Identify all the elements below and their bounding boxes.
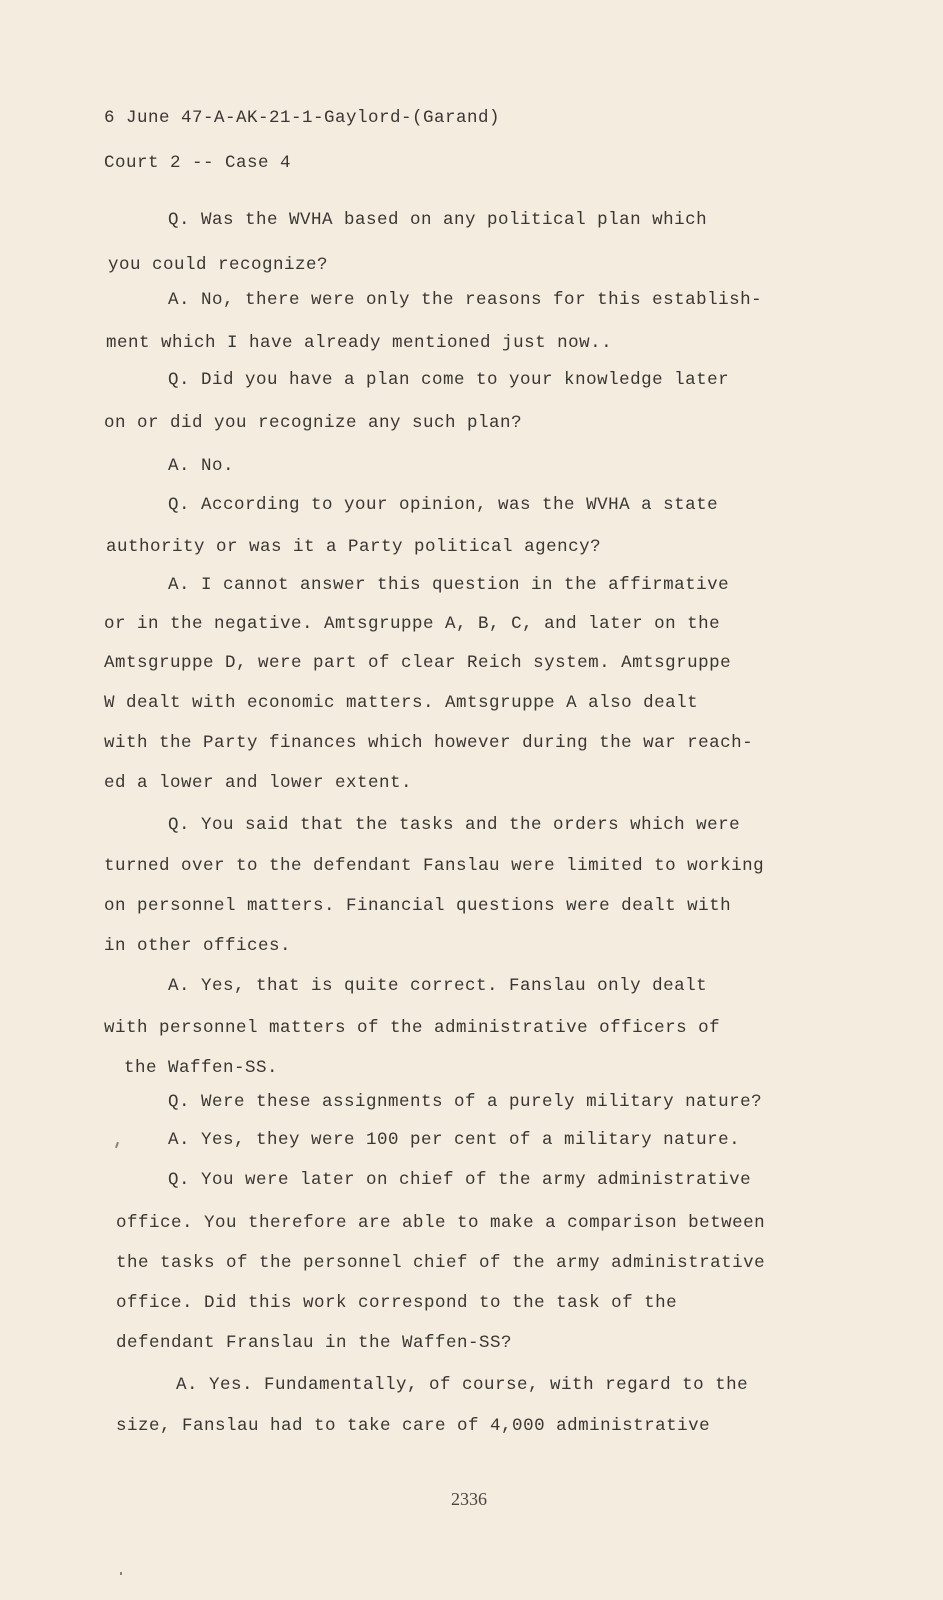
body-line: A. Yes, that is quite correct. Fanslau only dealt <box>168 976 708 996</box>
header-line-2: Court 2 -- Case 4 <box>104 153 292 173</box>
body-line: authority or was it a Party political agency? <box>106 537 602 557</box>
body-line: you could recognize? <box>108 255 329 275</box>
body-line: with the Party finances which however during the war reach- <box>104 733 754 753</box>
body-line: in other offices. <box>104 936 292 956</box>
body-line: A. I cannot answer this question in the affirmative <box>168 575 730 595</box>
body-line: Q. According to your opinion, was the WVHA a state <box>168 495 719 515</box>
header-line-1: 6 June 47-A-AK-21-1-Gaylord-(Garand) <box>104 108 501 128</box>
body-line: A. No, there were only the reasons for this establish- <box>168 290 763 310</box>
body-line: Amtsgruppe D, were part of clear Reich system. Amtsgruppe <box>104 653 732 673</box>
body-line: the tasks of the personnel chief of the army administrative <box>116 1253 766 1273</box>
body-line: the Waffen-SS. <box>124 1058 279 1078</box>
body-line: turned over to the defendant Fanslau were limited to working <box>104 856 765 876</box>
body-line: or in the negative. Amtsgruppe A, B, C, and later on the <box>104 614 721 634</box>
stray-mark <box>120 1572 122 1575</box>
body-line: on personnel matters. Financial questions were dealt with <box>104 896 732 916</box>
body-line: Q. Did you have a plan come to your knowledge later <box>168 370 730 390</box>
body-line: size, Fanslau had to take care of 4,000 administrative <box>116 1416 711 1436</box>
body-line: ed a lower and lower extent. <box>104 773 413 793</box>
page-number: 2336 <box>451 1489 487 1509</box>
body-line: with personnel matters of the administrative officers of <box>104 1018 721 1038</box>
body-line: Q. You said that the tasks and the orders which were <box>168 815 741 835</box>
body-line: A. No. <box>168 456 235 476</box>
body-line: Q. Was the WVHA based on any political plan which <box>168 210 708 230</box>
body-line: on or did you recognize any such plan? <box>104 413 523 433</box>
body-line: Q. Were these assignments of a purely military nature? <box>168 1092 763 1112</box>
stray-mark <box>115 1142 119 1148</box>
body-line: A. Yes. Fundamentally, of course, with regard to the <box>176 1375 749 1395</box>
body-line: Q. You were later on chief of the army administrative <box>168 1170 752 1190</box>
body-line: A. Yes, they were 100 per cent of a military nature. <box>168 1130 741 1150</box>
body-line: office. Did this work correspond to the task of the <box>116 1293 678 1313</box>
body-line: office. You therefore are able to make a comparison between <box>116 1213 766 1233</box>
body-line: W dealt with economic matters. Amtsgruppe A also dealt <box>104 693 699 713</box>
body-line: defendant Franslau in the Waffen-SS? <box>116 1333 513 1353</box>
body-line: ment which I have already mentioned just now.. <box>106 333 613 353</box>
